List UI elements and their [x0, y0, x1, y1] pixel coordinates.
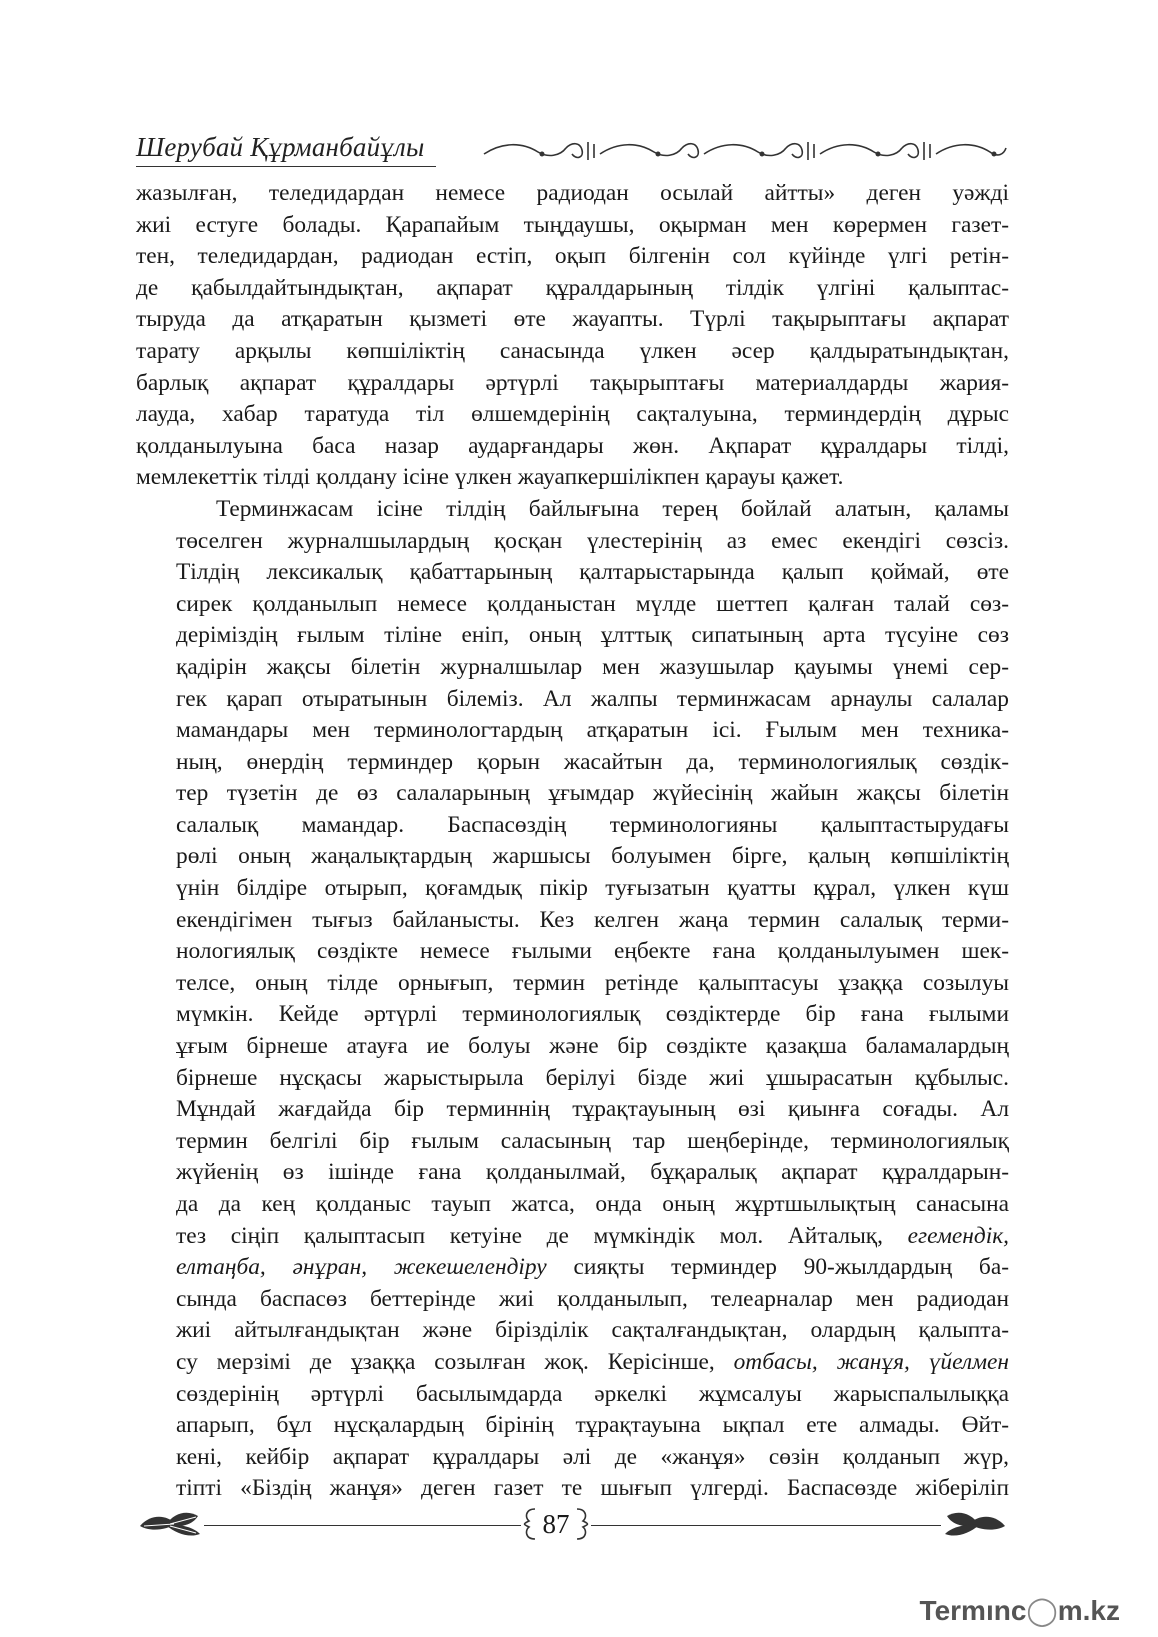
- text-line: де қабылдайтындықтан, ақпарат құралдарының тілдік үлгіні қалыптас-: [136, 274, 1009, 301]
- text-line: жазылған, теледидардан немесе радиодан осылай айтты» деген уәжді: [136, 180, 1009, 206]
- text-line: мамандары мен терминологтардың атқаратын ісі. Ғылым мен техника-: [176, 717, 1009, 744]
- text-line: рөлі оның жаңалықтардың жаршысы болуымен бірге, қалың көпшіліктің: [176, 843, 1009, 870]
- text-line: жүйенің өз ішінде ғана қолданылмай, бұқаралық ақпарат құралдарын-: [176, 1159, 1009, 1186]
- text-line: жиі айтылғандықтан және бірізділік сақталғандықтан, олардың қалыпта-: [176, 1317, 1009, 1344]
- text-run: сияқты терминдер 90-жылдардың ба-: [546, 1254, 1010, 1281]
- text-line: Терминжасам ісіне тілдің байлығына терең бойлай алатын, қаламы: [216, 495, 1009, 522]
- page-number-box: [521, 1506, 591, 1542]
- text-line: салалық мамандар. Баспасөздің терминологияны қалыптастырудағы: [176, 811, 1009, 838]
- text-line: мүмкін. Кейде әртүрлі терминологиялық сөздіктерде бір ғана ғылыми: [176, 1001, 1009, 1028]
- italic-term: егемендік,: [907, 1222, 1009, 1249]
- text-line: ұғым бірнеше атауға ие болуы және бір сөздікте қазақша баламалардың: [176, 1033, 1009, 1060]
- text-line: тер түзетін де өз салаларының ұғымдар жүйесінің жайын жақсы білетін: [176, 780, 1009, 807]
- text-run: су мерзімі де ұзаққа созылған жоқ. Керісінше,: [176, 1348, 734, 1375]
- text-line: лауда, хабар таратуда тіл өлшемдерінің сақталуына, терминдердің дұрыс: [136, 401, 1009, 428]
- right-leaf-ornament-icon: [939, 1508, 1009, 1542]
- text-line: телсе, оның тілде орнығып, термин ретінде қалыптасуы ұзаққа созылуы: [176, 969, 1009, 996]
- paragraph-1: [136, 178, 1009, 494]
- text-line: термин белгілі бір ғылым саласының тар шеңберінде, терминологиялық: [176, 1127, 1009, 1154]
- text-line: [136, 1347, 1009, 1379]
- text-line: мемлекеттік тілді қолдану ісіне үлкен жауапкершілікпен қарауы қажет.: [136, 464, 844, 491]
- italic-term: елтаңба, әнұран, жекешелендіру: [176, 1254, 547, 1281]
- watermark-domain: m.kz: [1057, 1595, 1120, 1626]
- header-rule: [136, 166, 436, 167]
- text-line: Тілдің лексикалық қабаттарының қалтарыстарында қалып қоймай, өте: [176, 559, 1009, 586]
- text-line: Мұндай жағдайда бір терминнің тұрақтауының өзі қиынға соғады. Ал: [176, 1096, 1009, 1123]
- page-footer: [136, 1500, 1009, 1550]
- text-line: тен, теледидардан, радиодан естіп, оқып білгенін сол күйінде үлгі ретін-: [136, 243, 1009, 270]
- text-line: деріміздің ғылым тіліне еніп, оның ұлттық сипатының арта түсуіне сөз: [176, 622, 1009, 649]
- text-line: сөздерінің әртүрлі басылымдарда әркелкі жұмсалуы жарыспалылыққа: [176, 1380, 1009, 1407]
- text-line: [136, 1221, 1009, 1253]
- text-line: тарату арқылы көпшіліктің санасында үлкен әсер қалдыратындықтан,: [136, 337, 1009, 364]
- watermark-text: Termınc: [919, 1595, 1027, 1626]
- watermark-ring-icon: ◯: [1026, 1595, 1058, 1626]
- text-line: тыруда да атқаратын қызметі өте жауапты. Түрлі тақырыптағы ақпарат: [136, 306, 1009, 333]
- author-name: Шерубай Құрманбайұлы: [136, 132, 425, 162]
- page-number: 87: [542, 1509, 570, 1539]
- text-line: екендігімен тығыз байланысты. Кез келген жаңа термин салалық терми-: [176, 906, 1009, 933]
- footer-rule-right: [591, 1525, 941, 1526]
- body-text: [136, 178, 1009, 1505]
- running-header: [136, 132, 1008, 172]
- text-line: бірнеше нұсқасы жарыстырыла берілуі бізде жиі ұшырасатын құбылыс.: [176, 1064, 1009, 1091]
- left-leaf-ornament-icon: [136, 1508, 206, 1542]
- header-ornament-icon: [482, 138, 1008, 164]
- text-line: қолданылуына баса назар аударғандары жөн. Ақпарат құралдары тілді,: [136, 432, 1009, 459]
- text-line: гек қарап отыратынын білеміз. Ал жалпы терминжасам арнаулы салалар: [176, 685, 1009, 712]
- text-line: сирек қолданылып немесе қолданыстан мүлде шеттеп қалған талай сөз-: [176, 590, 1009, 617]
- text-line: үнін білдіре отырып, қоғамдық пікір туғызатын қуатты құрал, үлкен күш: [176, 875, 1009, 902]
- text-run: тез сіңіп қалыптасып кетуіне де мүмкіндік мол. Айталық,: [176, 1222, 908, 1249]
- text-line: ның, өнердің терминдер қорын жасайтын да, терминологиялық сөздік-: [176, 748, 1009, 775]
- italic-term: отбасы, жанұя, үйелмен: [733, 1348, 1009, 1375]
- text-line: тіпті «Біздің жанұя» деген газет те шығып үлгерді. Баспасөзде жіберіліп: [176, 1475, 1009, 1502]
- text-line: нологиялық сөздікте немесе ғылыми еңбекте ғана қолданылуымен шек-: [176, 938, 1009, 965]
- footer-rule-left: [204, 1525, 521, 1526]
- text-line: барлық ақпарат құралдары әртүрлі тақырыптағы материалдарды жария-: [136, 369, 1009, 396]
- text-line: да да кең қолданыс тауып жатса, онда оның жұртшылықтың санасына: [176, 1191, 1009, 1217]
- paragraph-2: [136, 494, 1009, 1505]
- text-line: [136, 1252, 1009, 1284]
- text-line: қадірін жақсы білетін журналшылар мен жазушылар қауымы үнемі сер-: [176, 653, 1009, 680]
- text-line: төселген журналшылардың қосқан үлестерінің аз емес екендігі сөзсіз.: [176, 527, 1009, 554]
- watermark-logo: [920, 1594, 1120, 1630]
- text-line: апарып, бұл нұсқалардың бірінің тұрақтауына ықпал ете алмады. Өйт-: [176, 1412, 1009, 1439]
- text-line: сында баспасөз беттерінде жиі қолданылып, телеарналар мен радиодан: [176, 1285, 1009, 1312]
- text-line: жиі естуге болады. Қарапайым тыңдаушы, оқырман мен көрермен газет-: [136, 211, 1009, 238]
- text-line: кені, кейбір ақпарат құралдары әлі де «жанұя» сөзін қолданып жүр,: [176, 1443, 1009, 1470]
